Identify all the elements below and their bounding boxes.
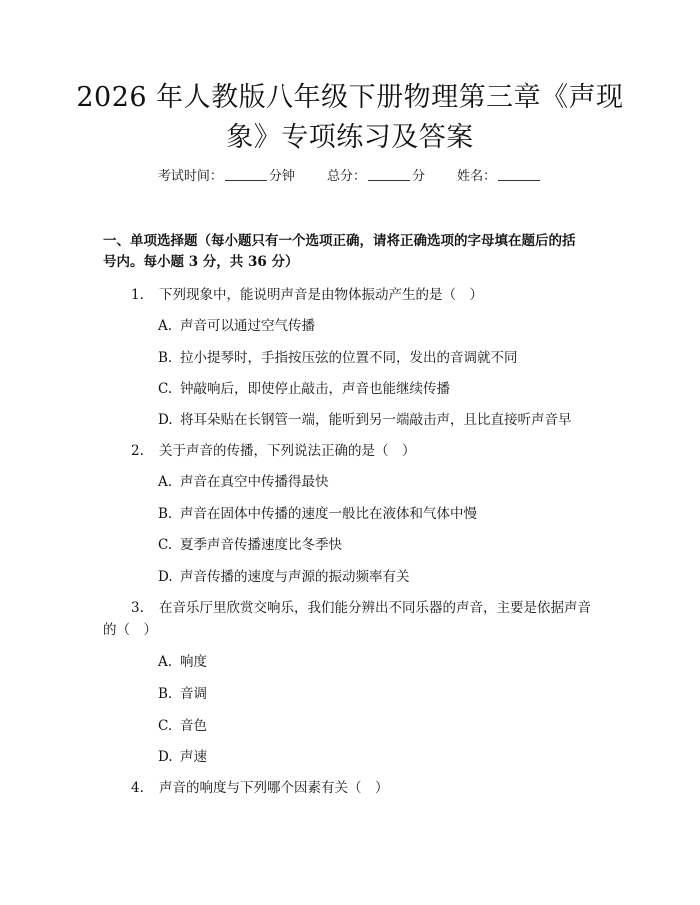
- option-text: 声音在固体中传播的速度一般比在液体和气体中慢: [180, 506, 477, 522]
- option-text: 音调: [180, 686, 207, 702]
- exam-time-unit: 分钟: [268, 169, 295, 184]
- question-text-line-2: 的（ ）: [103, 622, 157, 638]
- question-number: 3.: [131, 600, 144, 616]
- total-score-field: [327, 168, 425, 186]
- option-letter: C.: [158, 381, 173, 397]
- question-text: 关于声音的传播，下列说法正确的是（ ）: [159, 443, 416, 459]
- question-2-option-b: [158, 504, 620, 524]
- question-2: [131, 441, 600, 461]
- question-text: 下列现象中，能说明声音是由物体振动产生的是（ ）: [159, 287, 483, 303]
- option-text: 钟敲响后，即使停止敲击，声音也能继续传播: [180, 381, 450, 397]
- question-3-option-c: [158, 716, 620, 736]
- name-blank: [498, 168, 540, 181]
- question-number: 4.: [131, 780, 144, 796]
- question-number: 2.: [131, 443, 144, 459]
- option-letter: B.: [158, 506, 173, 522]
- page-title: [60, 78, 640, 158]
- option-text: 将耳朵贴在长钢管一端，能听到另一端敲击声，且比直接听声音早: [180, 412, 572, 428]
- question-3-option-b: [158, 684, 620, 704]
- title-line-2: 象》专项练习及答案: [226, 122, 474, 153]
- exam-time-field: [158, 168, 295, 186]
- option-text: 音色: [180, 718, 207, 734]
- section-heading-line-2: 号内。每小题 3 分，共 36 分）: [103, 254, 299, 270]
- option-text: 拉小提琴时，手指按压弦的位置不同，发出的音调就不同: [180, 350, 518, 366]
- option-text: 响度: [180, 654, 207, 670]
- option-text: 声音传播的速度与声源的振动频率有关: [180, 569, 410, 585]
- question-2-option-c: [158, 535, 620, 555]
- question-2-option-d: [158, 567, 620, 587]
- total-score-label: 总分：: [326, 169, 366, 184]
- option-letter: D.: [158, 412, 173, 428]
- question-4: [131, 778, 600, 798]
- option-letter: B.: [158, 350, 173, 366]
- exam-time-blank: [225, 168, 267, 181]
- option-text: 夏季声音传播速度比冬季快: [180, 537, 342, 553]
- question-2-option-a: [158, 472, 620, 492]
- total-score-unit: 分: [412, 169, 426, 184]
- option-letter: D.: [158, 569, 173, 585]
- total-score-blank: [368, 168, 410, 181]
- question-number: 1.: [131, 287, 144, 303]
- exam-time-label: 考试时间：: [157, 169, 223, 184]
- option-letter: A.: [158, 474, 173, 490]
- exam-info-row: [0, 168, 700, 186]
- question-1: [131, 285, 600, 305]
- option-letter: C.: [158, 537, 173, 553]
- section-heading: [103, 231, 600, 273]
- option-letter: B.: [158, 686, 173, 702]
- title-line-1: 2026 年人教版八年级下册物理第三章《声现: [76, 82, 624, 113]
- name-label: 姓名：: [457, 169, 497, 184]
- question-3: [103, 597, 600, 641]
- option-text: 声音在真空中传播得最快: [180, 474, 329, 490]
- question-text-line-1: 在音乐厅里欣赏交响乐，我们能分辨出不同乐器的声音，主要是依据声音: [159, 600, 591, 616]
- question-1-option-c: [158, 379, 620, 399]
- question-3-option-d: [158, 747, 620, 767]
- question-3-line-1: [103, 597, 600, 619]
- question-1-option-b: [158, 348, 620, 368]
- name-field: [457, 168, 542, 186]
- question-1-option-d: [158, 410, 620, 430]
- option-letter: A.: [158, 654, 173, 670]
- section-heading-line-1: 一、单项选择题（每小题只有一个选项正确，请将正确选项的字母填在题后的括: [103, 233, 576, 249]
- question-3-option-a: [158, 652, 620, 672]
- question-text: 声音的响度与下列哪个因素有关（ ）: [159, 780, 389, 796]
- option-text: 声音可以通过空气传播: [180, 318, 315, 334]
- option-letter: D.: [158, 749, 173, 765]
- option-letter: A.: [158, 318, 173, 334]
- question-1-option-a: [158, 316, 620, 336]
- option-letter: C.: [158, 718, 173, 734]
- option-text: 声速: [180, 749, 207, 765]
